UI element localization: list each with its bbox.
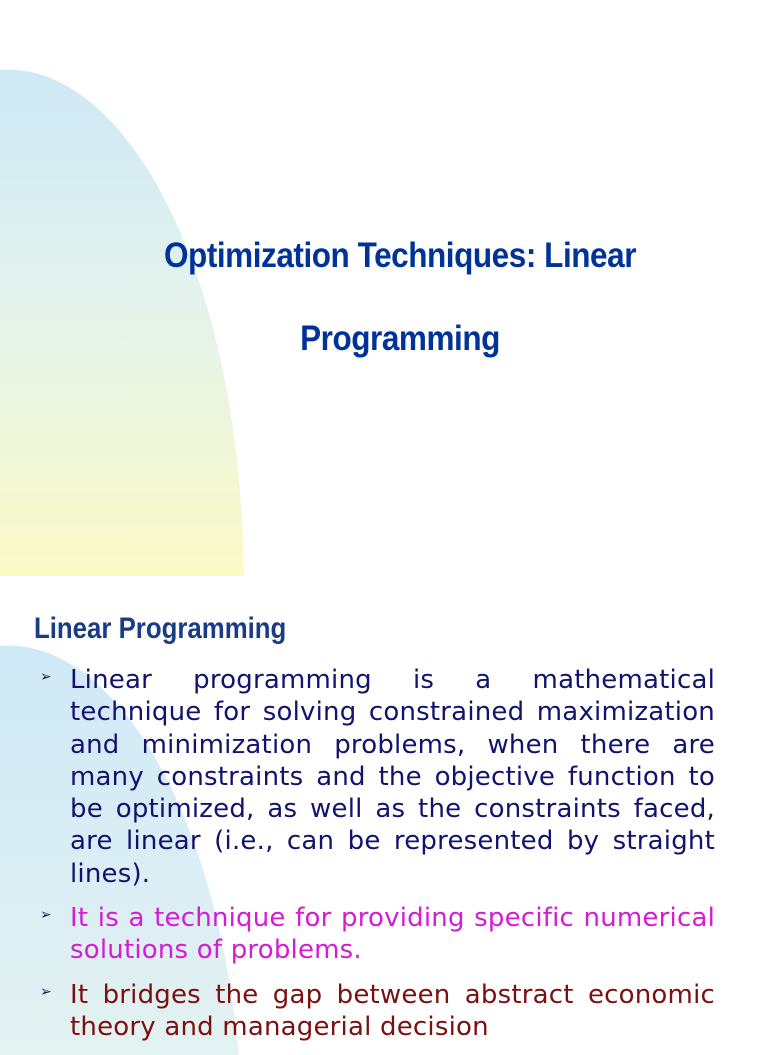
bullet-text: It is a technique for providing specific numerical solutions of problems. — [70, 903, 715, 966]
arrowhead-bullet-icon: ➢ — [40, 983, 52, 1000]
content-slide — [0, 576, 768, 1042]
slide-title-line-2: Programming — [300, 319, 500, 358]
bullet-item — [38, 979, 715, 1044]
bullet-text: Linear programming is a mathematical technique for solving constrained maximization and minimization problems, when there are many constraints and the objective function to be optimized, as well as the constraints faced, are linear (i.e., can be represented by straight lines). — [70, 665, 715, 889]
bullet-item — [38, 902, 715, 967]
arrowhead-bullet-icon: ➢ — [40, 907, 52, 924]
bullet-item — [38, 664, 715, 890]
slide-title-line-1: Optimization Techniques: Linear — [163, 236, 637, 275]
bullet-text: It bridges the gap between abstract economic theory and managerial decision — [70, 979, 715, 1042]
bullet-list — [38, 664, 715, 1055]
arrowhead-bullet-icon: ➢ — [40, 669, 52, 685]
slide-heading: Linear Programming — [34, 612, 287, 645]
slide-title — [130, 214, 670, 380]
